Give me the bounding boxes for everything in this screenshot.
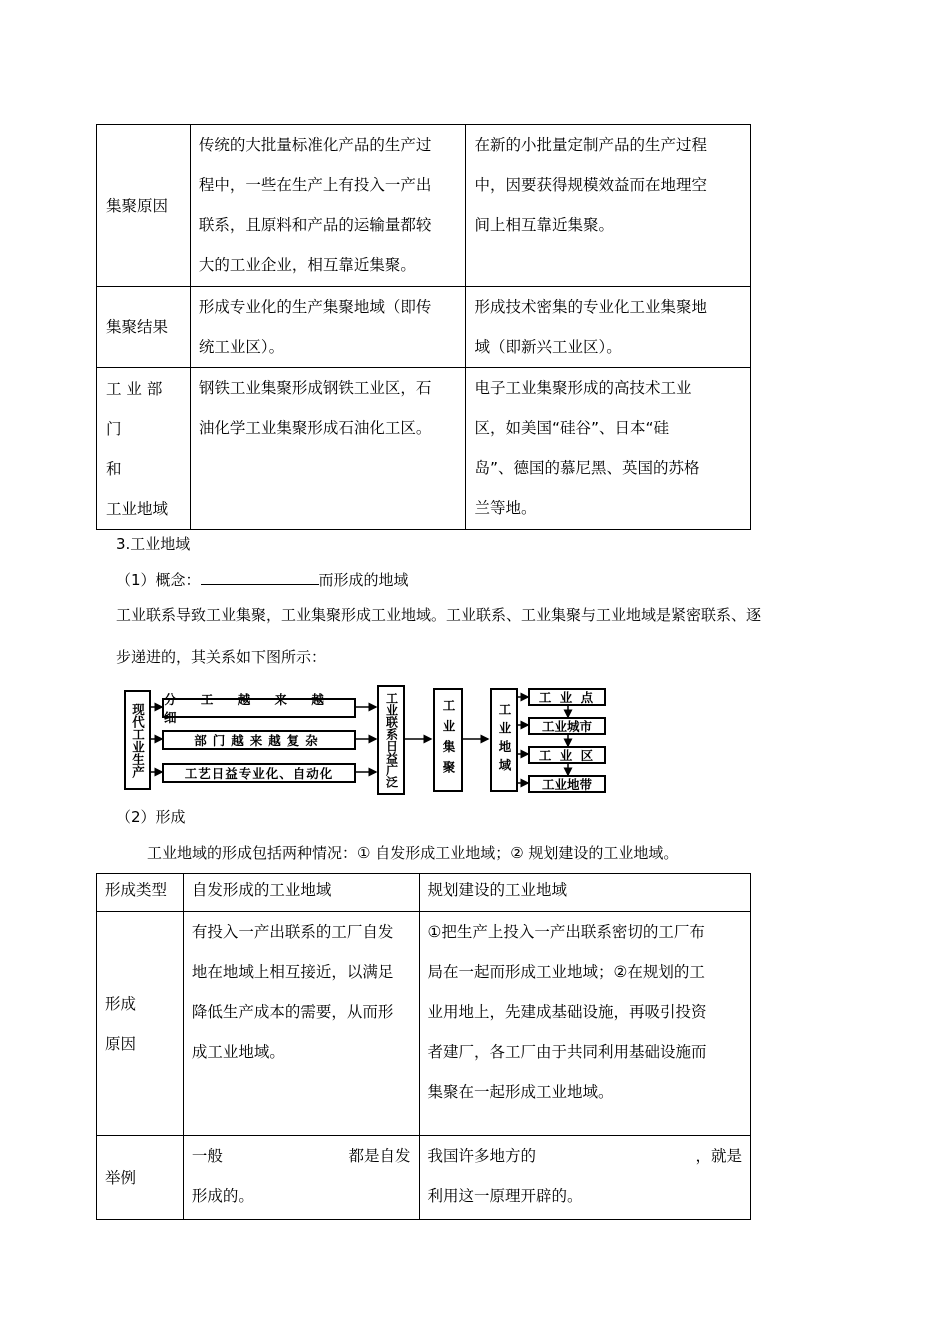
section-heading: （2）形成 xyxy=(116,808,186,826)
table-row xyxy=(97,1136,751,1220)
row-label: 集聚结果 xyxy=(97,287,191,368)
auto-example-cell: 一般 都是自发 形成的。 xyxy=(183,1136,419,1220)
row-label: 形成 原因 xyxy=(97,912,184,1136)
new-cell: 在新的小批量定制产品的生产过程 中，因要获得规模效益而在地理空 间上相互靠近集聚。 xyxy=(466,125,751,287)
table-row xyxy=(97,125,751,287)
table-row xyxy=(97,287,751,368)
paragraph-line: 工业地域的形成包括两种情况：① 自发形成工业地域；② 规划建设的工业地域。 xyxy=(147,844,679,862)
header-cell: 自发形成的工业地域 xyxy=(183,874,419,912)
traditional-cell: 钢铁工业集聚形成钢铁工业区，石 油化学工业集聚形成石油化工区。 xyxy=(190,368,466,530)
table-row xyxy=(97,368,751,530)
auto-cause-cell: 有投入一产出联系的工厂自发 地在地域上相互接近，以满足 降低生产成本的需要，从而形 成工业地域。 xyxy=(183,912,419,1136)
header-cell: 规划建设的工业地域 xyxy=(419,874,750,912)
link-box: 工业联系日益广泛 xyxy=(377,685,405,795)
section-heading: 3.工业地域 xyxy=(116,535,191,553)
table-row xyxy=(97,912,751,1136)
formation-type-table xyxy=(96,873,751,1220)
region-box: 工业地域 xyxy=(490,688,518,792)
new-cell: 形成技术密集的专业化工业集聚地 域（即新兴工业区）。 xyxy=(466,287,751,368)
cluster-box: 工业集聚 xyxy=(433,688,463,792)
type-box: 工 业 点 xyxy=(528,688,606,706)
agglomeration-comparison-table xyxy=(96,124,751,530)
new-cell: 电子工业集聚形成的高技术工业 区，如美国“硅谷”、日本“硅 岛”、德国的慕尼黑、英国的苏格 兰等地。 xyxy=(466,368,751,530)
factor-box: 部门越来越复杂 xyxy=(162,730,356,750)
traditional-cell: 传统的大批量标准化产品的生产过 程中，一些在生产上有投入一产出 联系，且原料和产品的运输量都较 大的工业企业，相互靠近集聚。 xyxy=(190,125,466,287)
header-cell: 形成类型 xyxy=(97,874,184,912)
factor-box: 工艺日益专业化、自动化 xyxy=(162,763,356,783)
fill-blank[interactable] xyxy=(201,570,319,585)
paragraph-line: 步递进的，其关系如下图所示： xyxy=(116,648,327,666)
plan-example-cell: 我国许多地方的 ，就是 利用这一原理开辟的。 xyxy=(419,1136,750,1220)
plan-cause-cell: ①把生产上投入一产出联系密切的工厂布 局在一起而形成工业地域；②在规划的工 业用地上，先建成基础设施，再吸引投资 者建厂，各工厂由于共同利用基础设施而 集聚在一起形成工业地域。 xyxy=(419,912,750,1136)
row-label: 工 业 部 门 和 工业地域 xyxy=(97,368,191,530)
row-label: 集聚原因 xyxy=(97,125,191,287)
source-box: 现代工业生产 xyxy=(124,690,151,790)
type-box: 工业城市 xyxy=(528,717,606,735)
factor-box: 分 工 越 来 越 细 xyxy=(162,698,356,718)
industrial-relation-diagram xyxy=(120,680,610,798)
concept-line: （1）概念： 而形成的地域 xyxy=(116,571,409,589)
table-header-row xyxy=(97,874,751,912)
type-box: 工业地带 xyxy=(528,775,606,793)
type-box: 工 业 区 xyxy=(528,746,606,764)
paragraph-line: 工业联系导致工业集聚，工业集聚形成工业地域。工业联系、工业集聚与工业地域是紧密联系、逐 xyxy=(116,606,762,624)
row-label: 举例 xyxy=(97,1136,184,1220)
traditional-cell: 形成专业化的生产集聚地域（即传 统工业区）。 xyxy=(190,287,466,368)
